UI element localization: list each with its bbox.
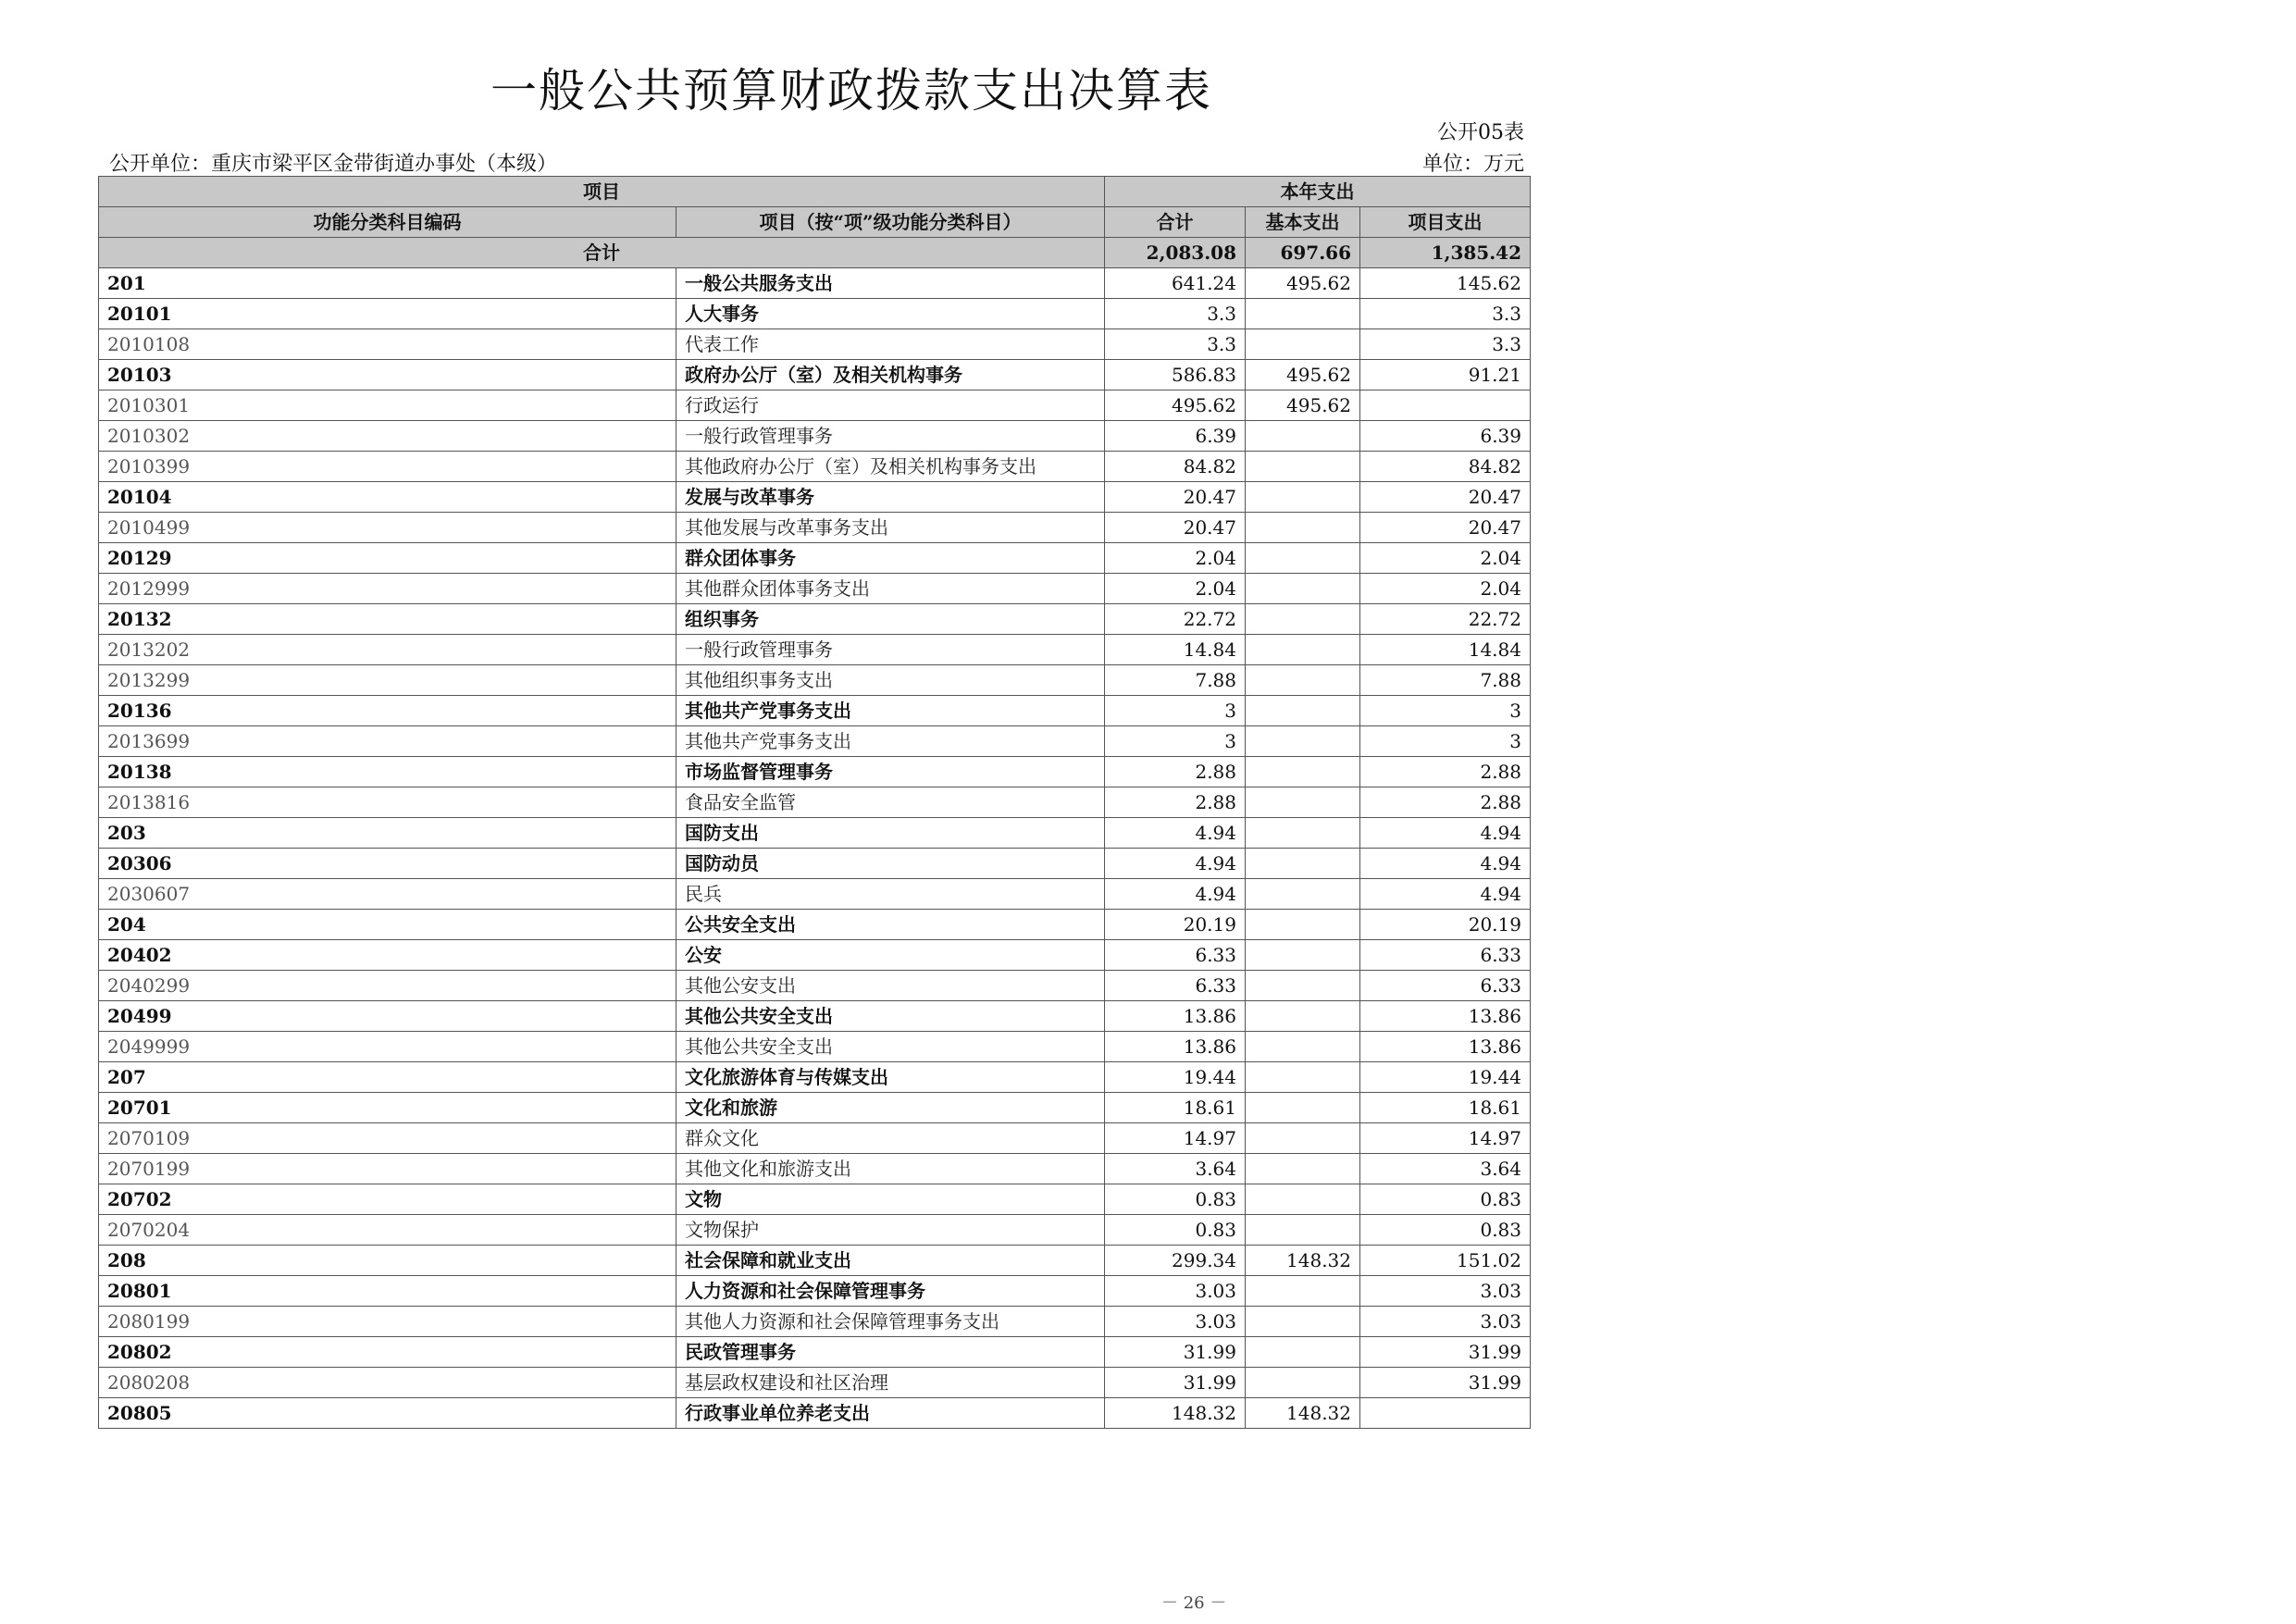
row-project: 31.99 (1360, 1368, 1531, 1398)
table-row (99, 329, 1531, 360)
row-name: 其他共产党事务支出 (676, 726, 1105, 757)
row-code: 20402 (99, 940, 676, 971)
row-total: 4.94 (1105, 818, 1246, 849)
row-name: 其他公安支出 (676, 971, 1105, 1001)
row-project: 91.21 (1360, 360, 1531, 391)
table-row (99, 1276, 1531, 1307)
row-total: 20.47 (1105, 513, 1246, 543)
row-total: 3 (1105, 696, 1246, 726)
row-name: 公共安全支出 (676, 910, 1105, 940)
row-code: 20802 (99, 1337, 676, 1368)
table-row (99, 452, 1531, 482)
row-project: 2.04 (1360, 543, 1531, 574)
row-name: 其他组织事务支出 (676, 665, 1105, 696)
total-project: 1,385.42 (1360, 238, 1531, 268)
header-group-year: 本年支出 (1105, 177, 1531, 207)
row-project: 6.33 (1360, 971, 1531, 1001)
table-row (99, 635, 1531, 665)
row-name: 文化旅游体育与传媒支出 (676, 1062, 1105, 1093)
row-project: 84.82 (1360, 452, 1531, 482)
table-row (99, 360, 1531, 391)
table-row (99, 1368, 1531, 1398)
table-row (99, 1062, 1531, 1093)
row-project: 3.03 (1360, 1276, 1531, 1307)
row-basic (1246, 787, 1360, 818)
row-name: 国防动员 (676, 849, 1105, 879)
row-name: 文物保护 (676, 1215, 1105, 1246)
row-basic (1246, 971, 1360, 1001)
row-total: 14.97 (1105, 1123, 1246, 1154)
row-total: 13.86 (1105, 1001, 1246, 1032)
row-code: 20801 (99, 1276, 676, 1307)
row-total: 6.33 (1105, 940, 1246, 971)
total-total: 2,083.08 (1105, 238, 1246, 268)
row-basic (1246, 299, 1360, 329)
table-row (99, 1398, 1531, 1429)
row-name: 其他共产党事务支出 (676, 696, 1105, 726)
table-row (99, 818, 1531, 849)
row-code: 20132 (99, 604, 676, 635)
row-code: 201 (99, 268, 676, 299)
row-total: 0.83 (1105, 1215, 1246, 1246)
row-basic (1246, 1154, 1360, 1184)
table-row (99, 665, 1531, 696)
row-basic (1246, 543, 1360, 574)
row-basic (1246, 696, 1360, 726)
table-row (99, 268, 1531, 299)
row-code: 2080208 (99, 1368, 676, 1398)
row-code: 2010302 (99, 421, 676, 452)
row-name: 民政管理事务 (676, 1337, 1105, 1368)
row-name: 基层政权建设和社区治理 (676, 1368, 1105, 1398)
row-basic (1246, 452, 1360, 482)
table-row (99, 513, 1531, 543)
row-project: 151.02 (1360, 1246, 1531, 1276)
row-total: 6.33 (1105, 971, 1246, 1001)
row-total: 84.82 (1105, 452, 1246, 482)
row-name: 其他文化和旅游支出 (676, 1154, 1105, 1184)
table-row (99, 1093, 1531, 1123)
row-code: 2010108 (99, 329, 676, 360)
row-project: 0.83 (1360, 1184, 1531, 1215)
header-name: 项目（按“项”级功能分类科目） (676, 207, 1105, 238)
unit-line (109, 148, 1524, 177)
table-row (99, 940, 1531, 971)
table-row (99, 1123, 1531, 1154)
row-total: 3.03 (1105, 1276, 1246, 1307)
row-project: 4.94 (1360, 879, 1531, 910)
row-total: 7.88 (1105, 665, 1246, 696)
row-total: 0.83 (1105, 1184, 1246, 1215)
row-basic (1246, 1368, 1360, 1398)
table-row (99, 726, 1531, 757)
row-project: 14.84 (1360, 635, 1531, 665)
table-row (99, 1154, 1531, 1184)
row-name: 政府办公厅（室）及相关机构事务 (676, 360, 1105, 391)
table-row (99, 299, 1531, 329)
table-row (99, 391, 1531, 421)
row-total: 641.24 (1105, 268, 1246, 299)
row-project: 4.94 (1360, 818, 1531, 849)
row-code: 2010399 (99, 452, 676, 482)
row-total: 20.47 (1105, 482, 1246, 513)
row-project: 20.47 (1360, 513, 1531, 543)
table-row (99, 1215, 1531, 1246)
row-project (1360, 391, 1531, 421)
table-row (99, 1032, 1531, 1062)
row-code: 2070109 (99, 1123, 676, 1154)
row-basic (1246, 1032, 1360, 1062)
page-number: － 26 － (1161, 1593, 1227, 1613)
row-code: 20138 (99, 757, 676, 787)
row-name: 其他发展与改革事务支出 (676, 513, 1105, 543)
table-row (99, 1337, 1531, 1368)
row-name: 其他政府办公厅（室）及相关机构事务支出 (676, 452, 1105, 482)
row-total: 31.99 (1105, 1368, 1246, 1398)
row-basic (1246, 513, 1360, 543)
table-row (99, 910, 1531, 940)
row-code: 20701 (99, 1093, 676, 1123)
row-basic (1246, 329, 1360, 360)
row-basic (1246, 421, 1360, 452)
row-code: 2013299 (99, 665, 676, 696)
row-code: 2013699 (99, 726, 676, 757)
row-total: 19.44 (1105, 1062, 1246, 1093)
row-project: 145.62 (1360, 268, 1531, 299)
row-project: 19.44 (1360, 1062, 1531, 1093)
row-total: 18.61 (1105, 1093, 1246, 1123)
row-name: 群众文化 (676, 1123, 1105, 1154)
row-code: 2070204 (99, 1215, 676, 1246)
row-total: 2.88 (1105, 757, 1246, 787)
table-row (99, 879, 1531, 910)
row-name: 其他公共安全支出 (676, 1032, 1105, 1062)
row-project: 3 (1360, 726, 1531, 757)
row-name: 发展与改革事务 (676, 482, 1105, 513)
row-total: 13.86 (1105, 1032, 1246, 1062)
row-project: 2.88 (1360, 787, 1531, 818)
row-name: 市场监督管理事务 (676, 757, 1105, 787)
row-basic (1246, 1337, 1360, 1368)
row-name: 社会保障和就业支出 (676, 1246, 1105, 1276)
row-total: 3.64 (1105, 1154, 1246, 1184)
row-code: 20136 (99, 696, 676, 726)
row-project: 13.86 (1360, 1001, 1531, 1032)
row-name: 其他群众团体事务支出 (676, 574, 1105, 604)
row-code: 20103 (99, 360, 676, 391)
row-basic (1246, 910, 1360, 940)
row-project: 7.88 (1360, 665, 1531, 696)
row-total: 3.03 (1105, 1307, 1246, 1337)
row-project: 20.19 (1360, 910, 1531, 940)
row-project: 3.3 (1360, 299, 1531, 329)
row-basic (1246, 849, 1360, 879)
header-project: 项目支出 (1360, 207, 1531, 238)
row-basic: 495.62 (1246, 360, 1360, 391)
row-basic: 495.62 (1246, 268, 1360, 299)
row-name: 人力资源和社会保障管理事务 (676, 1276, 1105, 1307)
reporting-unit: 公开单位：重庆市梁平区金带街道办事处（本级） (109, 153, 558, 176)
row-name: 一般行政管理事务 (676, 635, 1105, 665)
row-name: 一般行政管理事务 (676, 421, 1105, 452)
currency-unit: 单位：万元 (1421, 153, 1524, 176)
row-project: 3.3 (1360, 329, 1531, 360)
row-total: 2.04 (1105, 574, 1246, 604)
row-project: 3.64 (1360, 1154, 1531, 1184)
row-code: 203 (99, 818, 676, 849)
table-row (99, 1246, 1531, 1276)
row-basic (1246, 1123, 1360, 1154)
row-basic (1246, 635, 1360, 665)
row-name: 其他公共安全支出 (676, 1001, 1105, 1032)
row-project: 31.99 (1360, 1337, 1531, 1368)
table-row (99, 482, 1531, 513)
row-code: 207 (99, 1062, 676, 1093)
row-basic: 148.32 (1246, 1246, 1360, 1276)
row-total: 2.88 (1105, 787, 1246, 818)
row-basic: 495.62 (1246, 391, 1360, 421)
row-code: 20499 (99, 1001, 676, 1032)
row-project: 14.97 (1360, 1123, 1531, 1154)
row-total: 299.34 (1105, 1246, 1246, 1276)
row-basic (1246, 1093, 1360, 1123)
row-code: 2070199 (99, 1154, 676, 1184)
row-name: 群众团体事务 (676, 543, 1105, 574)
row-name: 公安 (676, 940, 1105, 971)
row-name: 人大事务 (676, 299, 1105, 329)
form-number: 公开05表 (1437, 121, 1524, 144)
table-row (99, 574, 1531, 604)
table-row (99, 696, 1531, 726)
page-title: 一般公共预算财政拨款支出决算表 (490, 64, 1212, 118)
row-total: 22.72 (1105, 604, 1246, 635)
row-basic (1246, 1215, 1360, 1246)
row-project: 18.61 (1360, 1093, 1531, 1123)
row-project: 13.86 (1360, 1032, 1531, 1062)
row-code: 2049999 (99, 1032, 676, 1062)
table-row (99, 1307, 1531, 1337)
row-project: 3 (1360, 696, 1531, 726)
table-row (99, 1184, 1531, 1215)
row-total: 20.19 (1105, 910, 1246, 940)
row-project: 2.04 (1360, 574, 1531, 604)
row-total: 4.94 (1105, 879, 1246, 910)
row-total: 2.04 (1105, 543, 1246, 574)
row-basic (1246, 940, 1360, 971)
row-total: 586.83 (1105, 360, 1246, 391)
row-project: 3.03 (1360, 1307, 1531, 1337)
row-basic (1246, 1307, 1360, 1337)
row-project: 22.72 (1360, 604, 1531, 635)
row-basic (1246, 1184, 1360, 1215)
row-basic (1246, 1001, 1360, 1032)
total-label: 合计 (99, 238, 1105, 268)
table-row (99, 849, 1531, 879)
row-code: 2080199 (99, 1307, 676, 1337)
row-code: 204 (99, 910, 676, 940)
row-code: 20129 (99, 543, 676, 574)
row-code: 2010499 (99, 513, 676, 543)
row-code: 20101 (99, 299, 676, 329)
table-row (99, 971, 1531, 1001)
row-name: 国防支出 (676, 818, 1105, 849)
row-basic: 148.32 (1246, 1398, 1360, 1429)
table-row (99, 757, 1531, 787)
row-name: 行政运行 (676, 391, 1105, 421)
header-group-item: 项目 (99, 177, 1105, 207)
row-project: 6.33 (1360, 940, 1531, 971)
row-total: 495.62 (1105, 391, 1246, 421)
row-total: 148.32 (1105, 1398, 1246, 1429)
row-code: 2013816 (99, 787, 676, 818)
row-code: 2030607 (99, 879, 676, 910)
row-project: 0.83 (1360, 1215, 1531, 1246)
table-row (99, 1001, 1531, 1032)
row-total: 14.84 (1105, 635, 1246, 665)
table-row (99, 604, 1531, 635)
row-name: 组织事务 (676, 604, 1105, 635)
row-code: 2040299 (99, 971, 676, 1001)
total-row (99, 238, 1531, 268)
row-basic (1246, 1062, 1360, 1093)
total-basic: 697.66 (1246, 238, 1360, 268)
row-basic (1246, 726, 1360, 757)
row-code: 20702 (99, 1184, 676, 1215)
row-name: 行政事业单位养老支出 (676, 1398, 1105, 1429)
row-project: 4.94 (1360, 849, 1531, 879)
row-code: 208 (99, 1246, 676, 1276)
row-name: 食品安全监管 (676, 787, 1105, 818)
row-basic (1246, 604, 1360, 635)
row-total: 4.94 (1105, 849, 1246, 879)
row-code: 2012999 (99, 574, 676, 604)
row-name: 文化和旅游 (676, 1093, 1105, 1123)
row-project: 20.47 (1360, 482, 1531, 513)
row-name: 代表工作 (676, 329, 1105, 360)
row-name: 民兵 (676, 879, 1105, 910)
header-total: 合计 (1105, 207, 1246, 238)
row-code: 20306 (99, 849, 676, 879)
row-project (1360, 1398, 1531, 1429)
row-name: 文物 (676, 1184, 1105, 1215)
budget-table (98, 176, 1531, 1429)
row-project: 6.39 (1360, 421, 1531, 452)
table-row (99, 787, 1531, 818)
row-name: 其他人力资源和社会保障管理事务支出 (676, 1307, 1105, 1337)
header-code: 功能分类科目编码 (99, 207, 676, 238)
row-total: 3.3 (1105, 329, 1246, 360)
table-row (99, 421, 1531, 452)
row-basic (1246, 482, 1360, 513)
row-total: 3.3 (1105, 299, 1246, 329)
row-name: 一般公共服务支出 (676, 268, 1105, 299)
row-project: 2.88 (1360, 757, 1531, 787)
row-basic (1246, 818, 1360, 849)
row-basic (1246, 1276, 1360, 1307)
row-basic (1246, 757, 1360, 787)
table-row (99, 543, 1531, 574)
row-code: 2010301 (99, 391, 676, 421)
header-basic: 基本支出 (1246, 207, 1360, 238)
row-code: 20805 (99, 1398, 676, 1429)
row-total: 31.99 (1105, 1337, 1246, 1368)
row-total: 6.39 (1105, 421, 1246, 452)
row-basic (1246, 574, 1360, 604)
row-basic (1246, 665, 1360, 696)
row-code: 2013202 (99, 635, 676, 665)
row-code: 20104 (99, 482, 676, 513)
row-total: 3 (1105, 726, 1246, 757)
row-basic (1246, 879, 1360, 910)
